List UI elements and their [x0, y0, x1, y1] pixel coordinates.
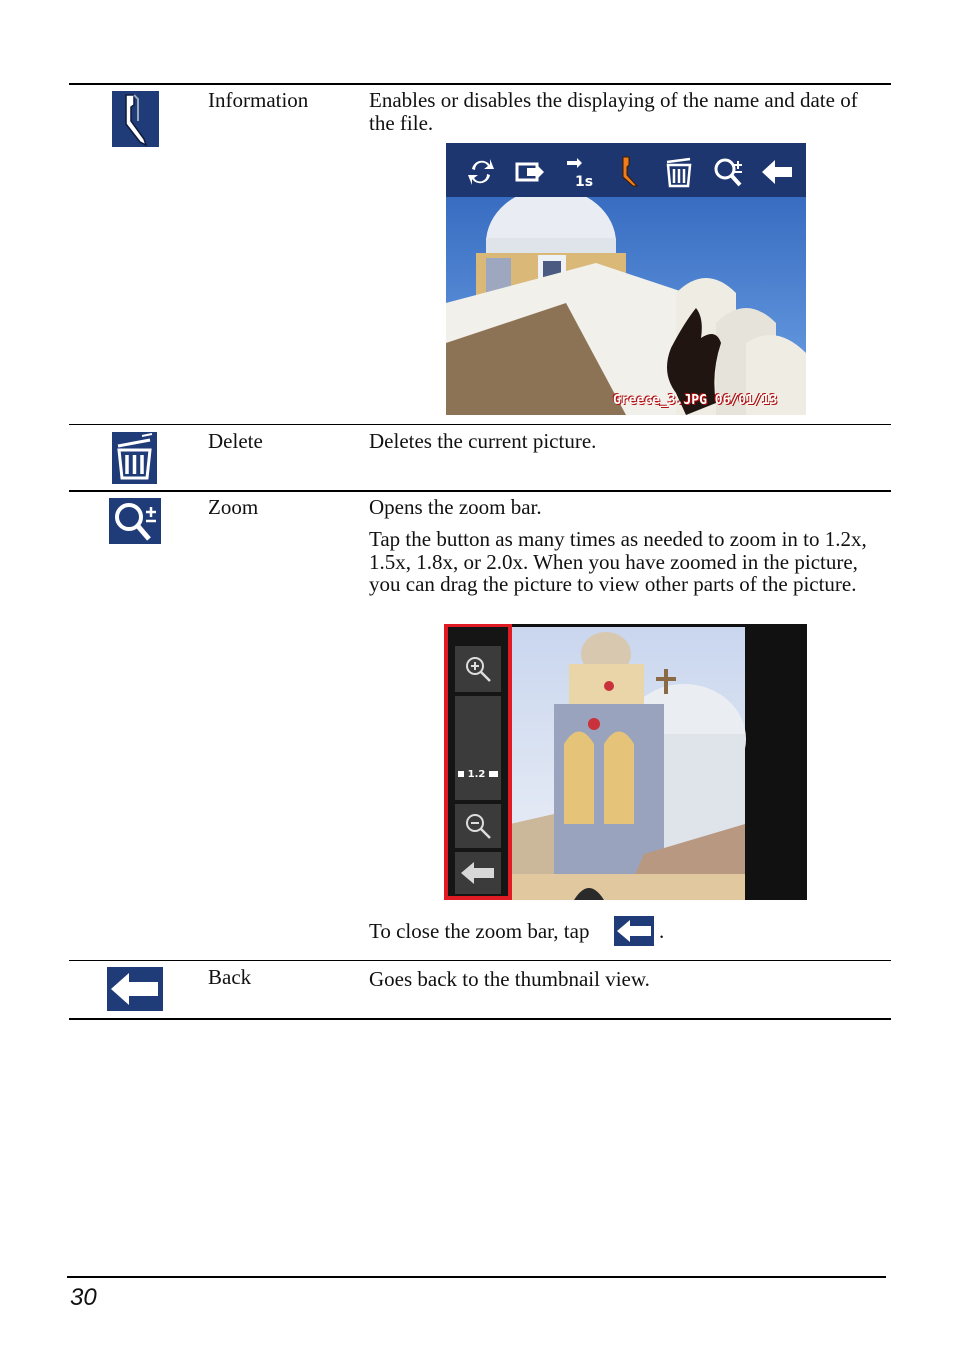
row-description-delete: Deletes the current picture. — [369, 429, 597, 453]
row-divider — [69, 490, 891, 492]
zoom-level-value: 1.2 — [467, 769, 486, 780]
row-description-information: Enables or disables the displaying of the name and date of the file. — [369, 88, 858, 135]
row-description-zoom-detail: Tap the button as many times as needed to zoom in to 1.2x, 1.5x, 1.8x, or 2.0x. When you have zoomed in the picture, you can drag the picture to view other parts of the picture. — [369, 527, 867, 596]
footer-rule — [67, 1276, 886, 1278]
zoom-screenshot — [444, 624, 807, 900]
zoom-in-icon[interactable] — [463, 654, 493, 684]
back-arrow-icon — [614, 916, 654, 946]
zoom-close-instruction — [369, 920, 589, 943]
row-divider — [69, 424, 891, 425]
information-screenshot — [446, 143, 806, 415]
delete-icon — [112, 432, 157, 484]
zoom-out-icon[interactable] — [463, 811, 493, 841]
photo-caption: Greece_3.JPG 06/01/13 — [613, 393, 778, 408]
table-bottom-rule — [69, 1018, 891, 1020]
back-arrow-icon — [107, 967, 163, 1011]
interval-1s-icon[interactable] — [563, 155, 597, 189]
zoom-icon — [109, 498, 161, 544]
row-divider — [69, 960, 891, 961]
table-top-rule — [69, 83, 891, 85]
svg-text:1s: 1s — [575, 174, 594, 189]
zoom-close-text: To close the zoom bar, tap — [369, 919, 590, 943]
row-label-zoom: Zoom — [208, 495, 259, 519]
slideshow-icon[interactable] — [513, 155, 547, 189]
zoom-close-period: . — [659, 919, 665, 943]
row-description-back: Goes back to the thumbnail view. — [369, 967, 650, 991]
information-icon[interactable] — [613, 155, 647, 189]
back-arrow-icon[interactable] — [460, 858, 496, 888]
zoom-level-tick-right — [489, 771, 498, 777]
information-icon — [112, 91, 159, 147]
row-label-information: Information — [208, 88, 309, 112]
zoom-level-tick-left — [458, 771, 464, 777]
rotate-icon[interactable] — [464, 155, 498, 189]
page-number: 30 — [70, 1284, 97, 1311]
zoom-level-indicator — [455, 768, 501, 782]
row-description-zoom: Opens the zoom bar. — [369, 495, 542, 519]
row-label-delete: Delete — [208, 429, 263, 453]
back-arrow-icon[interactable] — [760, 155, 794, 189]
zoom-icon[interactable] — [712, 155, 746, 189]
delete-icon[interactable] — [662, 155, 696, 189]
row-label-back: Back — [208, 965, 252, 989]
